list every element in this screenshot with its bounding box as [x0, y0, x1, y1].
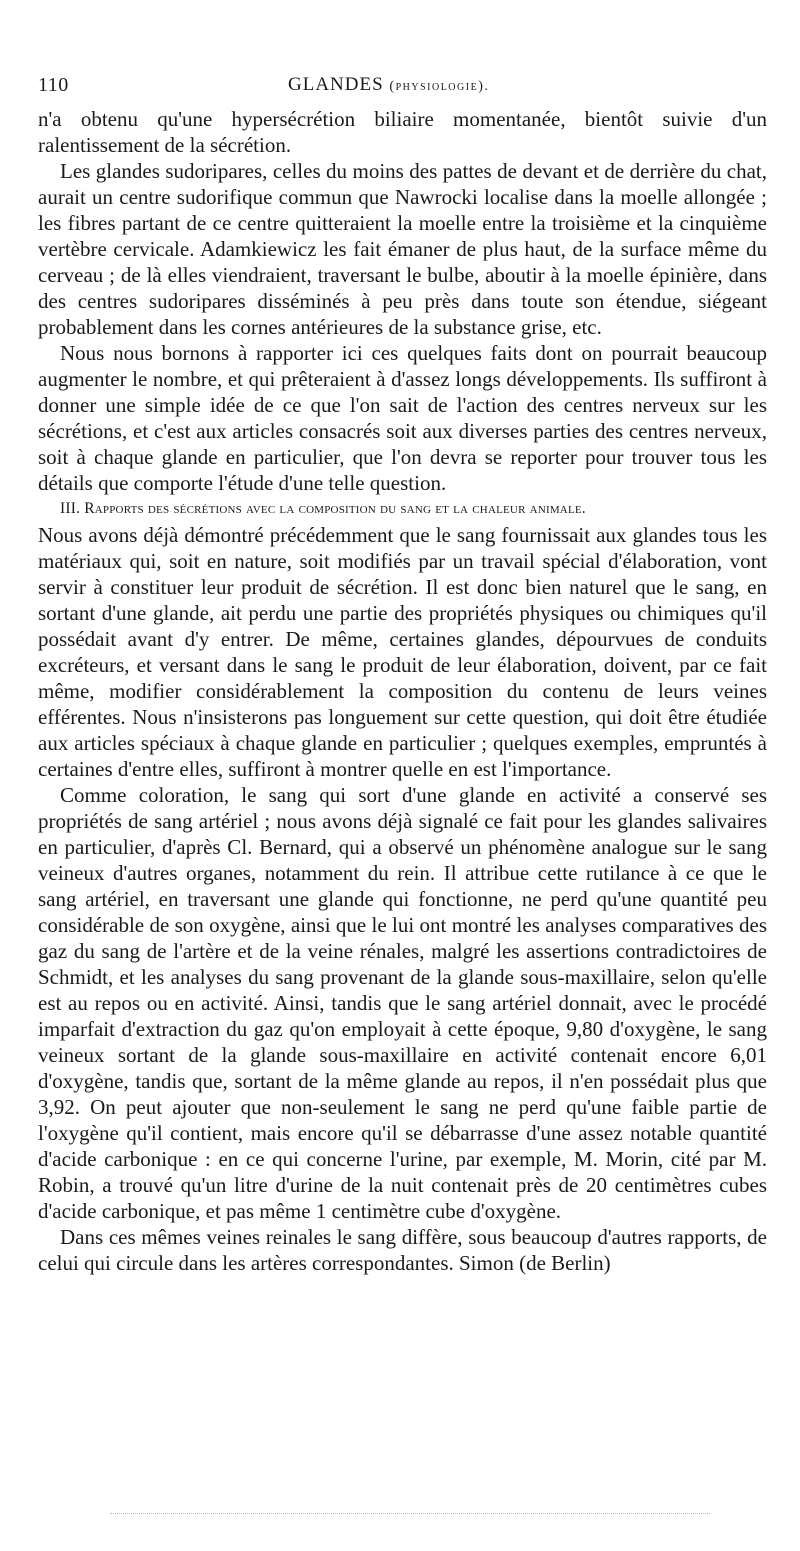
running-head-subtitle: (physiologie).	[389, 79, 490, 94]
page-number: 110	[38, 74, 69, 96]
section-heading: III. Rapports des sécrétions avec la composition du sang et la chaleur animale.	[60, 500, 586, 517]
paragraph-5: Comme coloration, le sang qui sort d'une glande en activité a conservé ses propriétés de sang artériel ; nous avons déjà signalé ce fait pour les glandes salivaires en particulier, d'après Cl. Bernard, qui a observé un phénomène analogue sur le sang veineux d'autres organes, notamment du rein. Il attribue cette rutilance à ce que le sang artériel, en traversant une glande qui fonctionne, ne perd qu'une quantité peu considérable de son oxygène, ainsi que le lui ont montré les analyses comparatives des gaz du sang de l'artère et de la veine rénales, malgré les assertions contradictoires de Schmidt, et les analyses du sang provenant de la glande sous-maxillaire, selon qu'elle est au repos ou en activité. Ainsi, tandis que le sang artériel donnait, avec le procédé imparfait d'extraction du gaz qu'on employait à cette époque, 9,80 d'oxygène, le sang veineux sortant de la glande sous-maxillaire en activité contenait encore 6,01 d'oxygène, tandis que, sortant de la même glande au repos, il n'en possédait plus que 3,92. On peut ajouter que non-seulement le sang ne perd qu'une faible partie de l'oxygène qu'il contient, mais encore qu'il se débarrasse d'une assez notable quantité d'acide carbonique : en ce qui concerne l'urine, par exemple, M. Morin, cité par M. Robin, a trouvé qu'un litre d'urine de la nuit contenait près de 20 centimètres cubes d'acide carbonique, et pas même 1 centimètre cube d'oxygène.	[38, 783, 767, 1223]
document-page	[38, 66, 767, 1276]
paragraph-3: Nous nous bornons à rapporter ici ces quelques faits dont on pourrait beaucoup augmenter le nombre, et qui prêteraient à d'assez longs développements. Ils suffiront à donner une simple idée de ce que l'on sait de l'action des centres nerveux sur les sécrétions, et c'est aux articles consacrés soit aux diverses parties des centres nerveux, soit à chaque glande en particulier, que l'on devra se reporter pour trouver tous les détails que comporte l'étude d'une telle question.	[38, 341, 767, 495]
running-head-title: GLANDES	[288, 74, 384, 95]
paragraph-1: n'a obtenu qu'une hypersécrétion biliaire momentanée, bientôt suivie d'un ralentissement de la sécrétion.	[38, 107, 767, 157]
paragraph-6: Dans ces mêmes veines reinales le sang diffère, sous beaucoup d'autres rapports, de celui qui circule dans les artères correspondantes. Simon (de Berlin)	[38, 1225, 767, 1275]
running-head	[288, 74, 489, 96]
bottom-dotted-rule	[110, 1513, 710, 1514]
page-header	[38, 66, 767, 106]
paragraph-4: Nous avons déjà démontré précédemment que le sang fournissait aux glandes tous les matériaux qui, soit en nature, soit modifiés par un travail spécial d'élaboration, vont servir à constituer leur produit de sécrétion. Il est donc bien naturel que le sang, en sortant d'une glande, ait perdu une partie des propriétés physiques ou chimiques qu'il possédait avant d'y entrer. De même, certaines glandes, dépourvues de conduits excréteurs, et versant dans le sang le produit de leur élaboration, doivent, par ce fait même, modifier considérablement la composition du contenu de leurs veines efférentes. Nous n'insisterons pas longuement sur cette question, qui doit être étudiée aux articles spéciaux à chaque glande en particulier ; quelques exemples, empruntés à certaines d'entre elles, suffiront à montrer quelle en est l'importance.	[38, 523, 767, 781]
paragraph-2: Les glandes sudoripares, celles du moins des pattes de devant et de derrière du chat, aurait un centre sudorifique commun que Nawrocki localise dans la moelle allongée ; les fibres partant de ce centre quitteraient la moelle entre la troisième et la cinquième vertèbre cervicale. Adamkiewicz les fait émaner de plus haut, de la surface même du cerveau ; de là elles viendraient, traversant le bulbe, aboutir à la moelle épinière, dans des centres sudoripares disséminés à peu près dans toute son étendue, siégeant probablement dans les cornes antérieures de la substance grise, etc.	[38, 159, 767, 339]
